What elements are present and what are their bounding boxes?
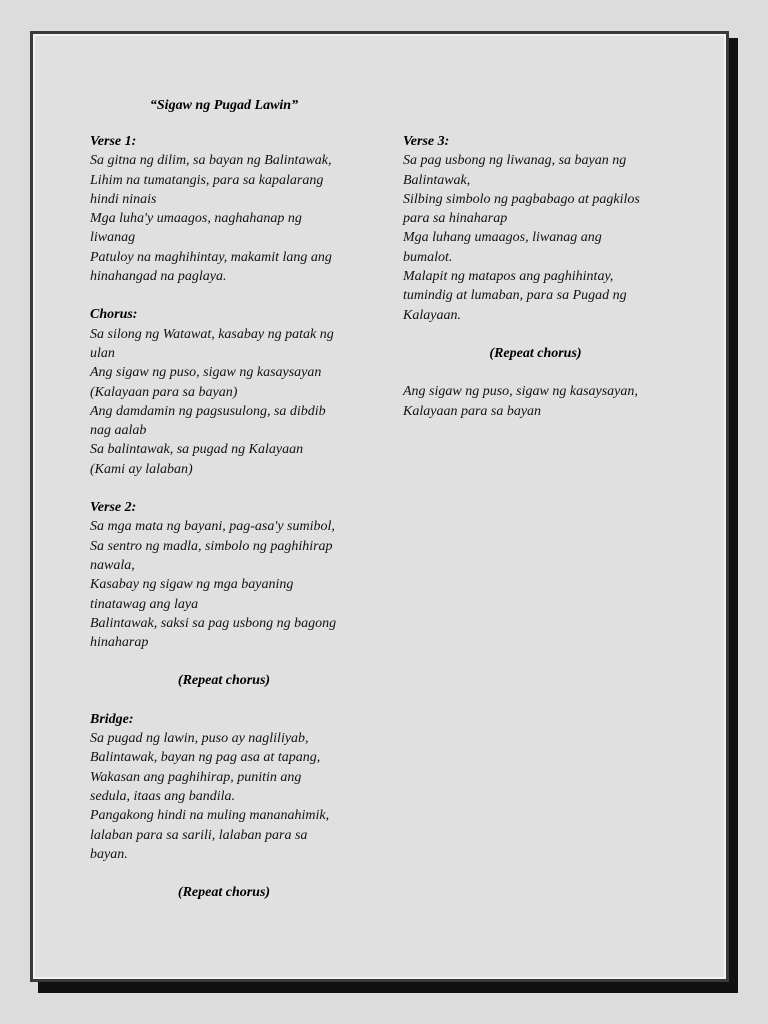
left-column	[90, 96, 370, 921]
lyric-line: Silbing simbolo ng pagbabago at pagkilos	[403, 191, 640, 207]
lyric-line: nawala,	[90, 557, 135, 573]
lyric-line: Malapit ng matapos ang paghihintay,	[403, 269, 614, 285]
lyric-line: Sa silong ng Watawat, kasabay ng patak ng	[90, 326, 334, 342]
lyric-line: Balintawak, saksi sa pag usbong ng bagong	[90, 615, 337, 631]
document-page	[30, 31, 729, 982]
lyric-line: ulan	[90, 345, 115, 361]
repeat-chorus: (Repeat chorus)	[489, 345, 582, 361]
lyric-line: Pangakong hindi na muling mananahimik,	[90, 808, 330, 824]
lyric-line: hinaharap	[90, 635, 149, 651]
lyric-line: Sa balintawak, sa pugad ng Kalayaan	[90, 442, 304, 458]
lyric-line: hinahangad na paglaya.	[90, 269, 227, 285]
lyric-line: Kalayaan.	[403, 307, 461, 323]
lyric-line: Lihim na tumatangis, para sa kapalarang	[90, 172, 324, 188]
verse-3-heading: Verse 3:	[403, 134, 450, 149]
song-title: “Sigaw ng Pugad Lawin”	[149, 98, 299, 113]
lyric-line: Sa sentro ng madla, simbolo ng paghihirap	[90, 538, 333, 554]
verse-1-heading: Verse 1:	[90, 134, 137, 149]
lyric-line: Ang sigaw ng puso, sigaw ng kasaysayan	[90, 365, 322, 381]
lyric-line: Sa mga mata ng bayani, pag-asa'y sumibol,	[90, 519, 335, 535]
verse-2-heading: Verse 2:	[90, 500, 137, 516]
right-column	[403, 132, 683, 440]
lyric-line: para sa hinaharap	[403, 211, 508, 227]
lyric-line: Mga luha'y umaagos, naghahanap ng	[90, 211, 302, 227]
repeat-chorus: (Repeat chorus)	[177, 673, 271, 689]
lyric-line: lalaban para sa sarili, lalaban para sa	[90, 827, 308, 843]
lyric-line: Ang damdamin ng pagsusulong, sa dibdib	[90, 403, 326, 419]
lyric-line: tumindig at lumaban, para sa Pugad ng	[403, 288, 627, 304]
lyric-line: bayan.	[90, 846, 128, 862]
lyric-line: liwanag	[90, 230, 136, 246]
lyric-line: sedula, itaas ang bandila.	[90, 788, 236, 804]
repeat-chorus: (Repeat chorus)	[177, 885, 271, 901]
lyric-line: Sa gitna ng dilim, sa bayan ng Balintawak,	[90, 153, 332, 169]
chorus-heading: Chorus:	[90, 307, 138, 323]
lyric-line: Kalayaan para sa bayan	[403, 403, 542, 419]
lyric-line: Patuloy na maghihintay, makamit lang ang	[90, 249, 332, 265]
lyric-line: bumalot.	[403, 249, 453, 265]
bridge	[90, 710, 370, 864]
lyric-line: Sa pag usbong ng liwanag, sa bayan ng	[403, 153, 627, 169]
lyric-line: (Kami ay lalaban)	[90, 461, 193, 477]
outro	[403, 382, 683, 421]
lyric-line: (Kalayaan para sa bayan)	[90, 384, 238, 400]
verse-2	[90, 498, 370, 652]
verse-3	[403, 132, 683, 325]
lyric-line: Balintawak,	[403, 172, 471, 188]
lyric-line: Balintawak, bayan ng pag asa at tapang,	[90, 750, 321, 766]
verse-1	[90, 132, 370, 286]
lyric-line: Wakasan ang paghihirap, punitin ang	[90, 769, 302, 785]
bridge-heading: Bridge:	[90, 711, 134, 727]
lyric-line: nag aalab	[90, 423, 147, 439]
lyric-line: Sa pugad ng lawin, puso ay nagliliyab,	[90, 731, 309, 747]
lyric-line: Ang sigaw ng puso, sigaw ng kasaysayan,	[403, 384, 638, 400]
lyric-line: Kasabay ng sigaw ng mga bayaning	[90, 577, 294, 593]
lyric-line: Mga luhang umaagos, liwanag ang	[403, 230, 602, 246]
lyric-line: hindi ninais	[90, 191, 157, 207]
lyric-line: tinatawag ang laya	[90, 596, 199, 612]
chorus	[90, 305, 370, 479]
